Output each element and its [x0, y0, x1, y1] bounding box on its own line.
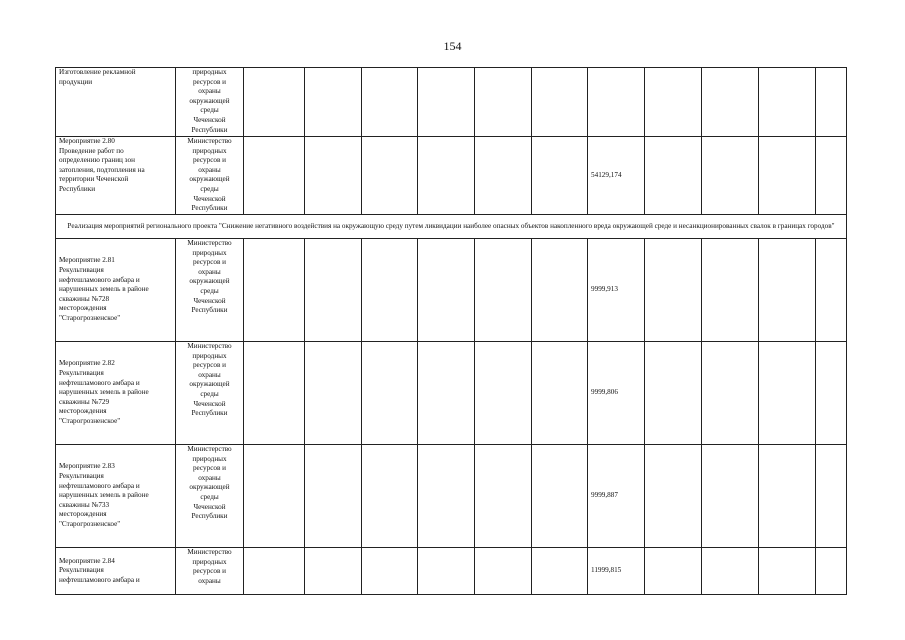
measure-name: Мероприятие 2.80 Проведение работ по определению границ зон затопления, подтопления на территории Чеченской Республики [56, 137, 176, 215]
measure-name: Изготовление рекламной продукции [56, 68, 176, 137]
table-row [56, 445, 847, 548]
page-number: 154 [443, 39, 462, 53]
section-row [56, 215, 847, 239]
table-row [56, 68, 847, 137]
responsible-executor: Министерство природных ресурсов и охраны окружающей среды Чеченской Республики [176, 239, 244, 342]
table-row [56, 548, 847, 595]
responsible-executor: природных ресурсов и охраны окружающей среды Чеченской Республики [176, 68, 244, 137]
measure-name: Мероприятие 2.83 Рекультивация нефтешламового амбара и нарушенных земель в районе скважины №733 месторождения "Старогрозненское" [56, 445, 176, 548]
table-row [56, 137, 847, 215]
amount-cell: 9999,887 [588, 445, 645, 548]
amount-cell: 9999,806 [588, 342, 645, 445]
table-row [56, 342, 847, 445]
measure-name: Мероприятие 2.81 Рекультивация нефтешламового амбара и нарушенных земель в районе скважины №728 месторождения "Старогрозненское" [56, 239, 176, 342]
amount-cell: 54129,174 [588, 137, 645, 215]
responsible-executor: Министерство природных ресурсов и охраны окружающей среды Чеченской Республики [176, 137, 244, 215]
amount-cell: 11999,815 [588, 548, 645, 595]
measure-name: Мероприятие 2.84 Рекультивация нефтешламового амбара и [56, 548, 176, 595]
table-row [56, 239, 847, 342]
amount-cell: 9999,913 [588, 239, 645, 342]
amount-cell [588, 68, 645, 137]
responsible-executor: Министерство природных ресурсов и охраны окружающей среды Чеченской Республики [176, 342, 244, 445]
budget-table [55, 67, 847, 595]
responsible-executor: Министерство природных ресурсов и охраны [176, 548, 244, 595]
responsible-executor: Министерство природных ресурсов и охраны окружающей среды Чеченской Республики [176, 445, 244, 548]
measure-name: Мероприятие 2.82 Рекультивация нефтешламового амбара и нарушенных земель в районе скважины №729 месторождения "Старогрозненское" [56, 342, 176, 445]
section-title: Реализация мероприятий регионального проекта "Снижение негативного воздействия на окружающую среду путем ликвидации наиболее опасных объектов накопленного вреда окружающей среде и несанкционированных свалок в границах городов" [56, 215, 847, 239]
